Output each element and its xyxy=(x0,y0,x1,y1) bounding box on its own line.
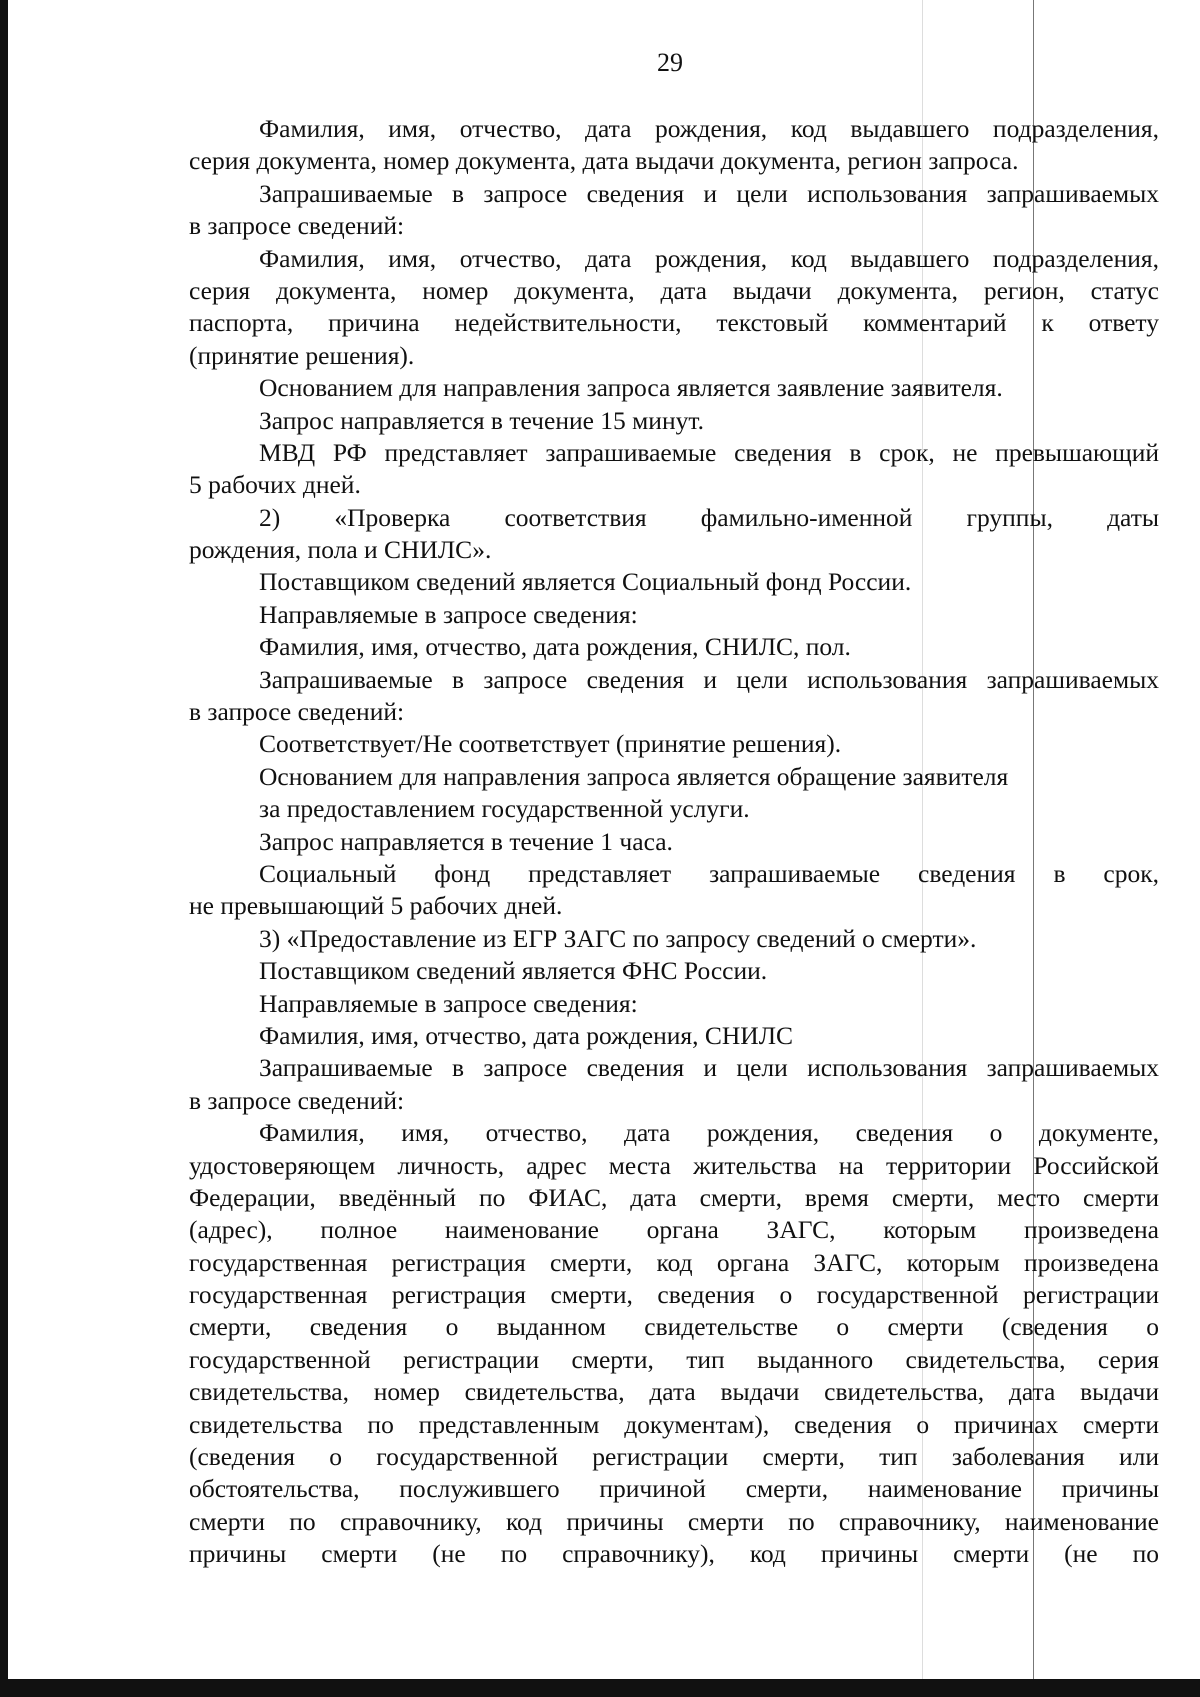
text-line: обстоятельства, послужившего причиной смерти, наименование причины xyxy=(189,1474,1159,1504)
text-line: паспорта, причина недействительности, текстовый комментарий к ответу xyxy=(189,308,1159,338)
text-line: в запросе сведений: xyxy=(189,1085,405,1115)
text-line: в запросе сведений: xyxy=(189,211,405,241)
text-line: Основанием для направления запроса является обращение заявителя xyxy=(259,761,1009,791)
scan-left-border xyxy=(0,0,8,1697)
text-line: Запрашиваемые в запросе сведения и цели использования запрашиваемых xyxy=(259,664,1159,694)
document-text-body xyxy=(189,113,1159,1571)
text-line: Федерации, введённый по ФИАС, дата смерти, время смерти, место смерти xyxy=(189,1182,1159,1212)
text-line: в запросе сведений: xyxy=(189,697,405,727)
text-line: 3) «Предоставление из ЕГР ЗАГС по запросу сведений о смерти». xyxy=(259,923,977,953)
text-line: Соответствует/Не соответствует (принятие решения). xyxy=(259,729,842,759)
text-line: свидетельства, номер свидетельства, дата выдачи свидетельства, дата выдачи xyxy=(189,1377,1159,1407)
text-line: МВД РФ представляет запрашиваемые сведения в срок, не превышающий xyxy=(259,437,1159,467)
text-line: удостоверяющем личность, адрес места жительства на территории Российской xyxy=(189,1150,1159,1180)
text-line: государственная регистрация смерти, код органа ЗАГС, которым произведена xyxy=(189,1247,1159,1277)
text-line: 5 рабочих дней. xyxy=(189,470,361,500)
text-line: причины смерти (не по справочнику), код причины смерти (не по xyxy=(189,1539,1159,1569)
text-line: (сведения о государственной регистрации смерти, тип заболевания или xyxy=(189,1442,1159,1472)
text-line: Фамилия, имя, отчество, дата рождения, СНИЛС, пол. xyxy=(259,632,851,662)
text-line: Запрашиваемые в запросе сведения и цели использования запрашиваемых xyxy=(259,1053,1159,1083)
text-line: Фамилия, имя, отчество, дата рождения, сведения о документе, xyxy=(259,1118,1159,1148)
text-line: смерти, сведения о выданном свидетельстве о смерти (сведения о xyxy=(189,1312,1159,1342)
text-line: Запрос направляется в течение 1 часа. xyxy=(259,826,673,856)
text-line: за предоставлением государственной услуги. xyxy=(259,794,750,824)
text-line: государственная регистрация смерти, сведения о государственной регистрации xyxy=(189,1280,1159,1310)
text-line: Фамилия, имя, отчество, дата рождения, код выдавшего подразделения, xyxy=(259,114,1159,143)
text-line: Социальный фонд представляет запрашиваемые сведения в срок, xyxy=(259,858,1159,888)
text-line: Фамилия, имя, отчество, дата рождения, код выдавшего подразделения, xyxy=(259,243,1159,273)
text-line: Поставщиком сведений является ФНС России. xyxy=(259,956,768,986)
text-line: свидетельства по представленным документам), сведения о причинах смерти xyxy=(189,1409,1159,1439)
text-line: не превышающий 5 рабочих дней. xyxy=(189,891,563,921)
text-line: Запрос направляется в течение 15 минут. xyxy=(259,405,704,435)
text-line: Основанием для направления запроса является заявление заявителя. xyxy=(259,373,1003,403)
page-number: 29 xyxy=(657,48,683,77)
text-line: Направляемые в запросе сведения: xyxy=(259,988,638,1018)
text-line: рождения, пола и СНИЛС». xyxy=(189,535,492,565)
scan-bottom-border xyxy=(0,1679,1200,1697)
text-line: Поставщиком сведений является Социальный фонд России. xyxy=(259,567,912,597)
text-line: серия документа, номер документа, дата выдачи документа, регион, статус xyxy=(189,275,1159,305)
text-line: Запрашиваемые в запросе сведения и цели использования запрашиваемых xyxy=(259,178,1159,208)
text-line: Фамилия, имя, отчество, дата рождения, СНИЛС xyxy=(259,1020,793,1050)
text-line: (принятие решения). xyxy=(189,340,415,370)
text-line: Направляемые в запросе сведения: xyxy=(259,599,638,629)
text-line: государственной регистрации смерти, тип выданного свидетельства, серия xyxy=(189,1344,1159,1374)
text-line: смерти по справочнику, код причины смерти по справочнику, наименование xyxy=(189,1506,1159,1536)
text-line: (адрес), полное наименование органа ЗАГС, которым произведена xyxy=(189,1215,1159,1245)
text-line: 2) «Проверка соответствия фамильно-именной группы, даты xyxy=(259,502,1159,532)
text-line: серия документа, номер документа, дата выдачи документа, регион запроса. xyxy=(189,146,1019,176)
